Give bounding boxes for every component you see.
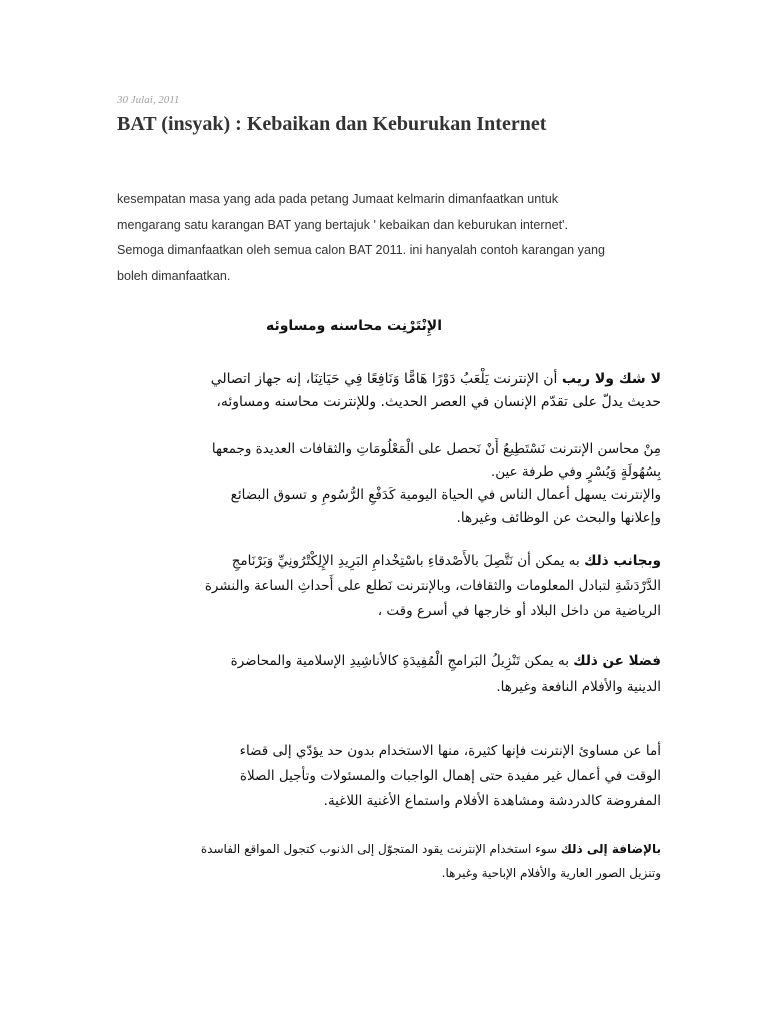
essay-line: وتنزيل الصور العارية والأفلام الإباحية وغيرها. [441,866,661,880]
essay-paragraph-6 [140,837,661,885]
essay-lead: بالإضافة إلى ذلك [560,842,661,856]
essay-line [140,648,661,674]
intro-line: Semoga dimanfaatkan oleh semua calon BAT 2011. ini hanyalah contoh karangan yang [117,243,605,258]
essay-title: الإِنْتَرْنِت محاسنه ومساوئه [265,318,443,334]
essay-line: الوقت في أعمال غير مفيدة حتى إهمال الواجبات والمسئولات وتأجيل الصلاة [239,768,661,784]
essay-line-text: أن الإنترنت يَلْعَبُ دَوْرًا هَامًّا وَنَافِعًا فِي حَيَاتِنَا، إنه جهاز اتصالي [210,371,562,387]
essay-line [140,837,661,861]
post-date: 30 Julai, 2011 [117,94,180,106]
essay-line: بِسُهُولَةٍ وَيُسْرٍ وفي طرفة عين. [490,464,661,480]
essay-lead: فضلا عن ذلك [573,653,661,669]
essay-line: أما عن مساوئ الإنترنت فإنها كثيرة، منها الاستخدام بدون حد يؤدّي إلى قضاء [239,743,661,759]
intro-line: kesempatan masa yang ada pada petang Jumaat kelmarin dimanfaatkan untuk [117,192,559,206]
essay-line: والإنترنت يسهل أعمال الناس في الحياة اليومية كَدَفْعِ الرُّسُومِ و تسوق البضائع [230,487,661,503]
intro-line: mengarang satu karangan BAT yang bertajuk ' kebaikan dan keburukan internet'. [117,217,569,232]
essay-line: وإعلانها والبحث عن الوظائف وغيرها. [456,510,661,526]
essay-paragraph-4 [140,648,661,700]
essay-line: الدَّرْدَشَةِ لتبادل المعلومات والثقافات، وبالإنترنت نَطلع على أَحداثِ الساعة والنشرة [204,578,661,594]
essay-line: مِنْ محاسن الإنترنت نَسْتَطِيعُ أَنْ نَحصل على الْمَعْلُومَاتِ والثقافات العديدة وجمعها [211,441,661,457]
essay-line-text: سوء استخدام الإنترنت يقود المتجوّل إلى الذنوب كتجول المواقع الفاسدة [200,842,561,856]
essay-paragraph-2 [140,438,661,530]
intro-paragraph [117,187,657,290]
essay-line: حديث يدلّ على تقدّم الإنسان في العصر الحديث. وللإنترنت محاسنه ومساوئه، [216,394,661,410]
essay-line-text: به يمكن أن نَتَّصِلَ بالأَصْدقاءِ باسْتِخْدامِ البَرِيدِ الإِلِكْتْرُونِيِّ وَبَرْنَامجِ [231,553,585,569]
essay-lead: وبجانب ذلك [584,553,661,569]
essay-line: الرياضية من داخل البلاد أو خارجها في أسرع وقت ، [377,603,661,619]
essay-paragraph-3 [140,549,661,624]
essay-line: الدينية والأفلام النافعة وغيرها. [496,679,661,695]
essay-line-text: به يمكن تَنْزِيلُ البَرامجِ الْمُفِيدَةِ كالأناشِيدِ الإسلامية والمحاضرة [230,653,574,669]
intro-line: boleh dimanfaatkan. [117,269,231,284]
essay-line [140,368,661,391]
essay-lead: لا شك ولا ريب [561,371,661,387]
essay-line [140,549,661,574]
essay-paragraph-5 [140,739,661,814]
essay-paragraph-1 [140,368,661,414]
essay-line: المفروضة كالدردشة ومشاهدة الأفلام واستماع الأغنية اللاغية. [323,793,661,809]
post-title[interactable]: BAT (insyak) : Kebaikan dan Keburukan Internet [117,113,547,135]
